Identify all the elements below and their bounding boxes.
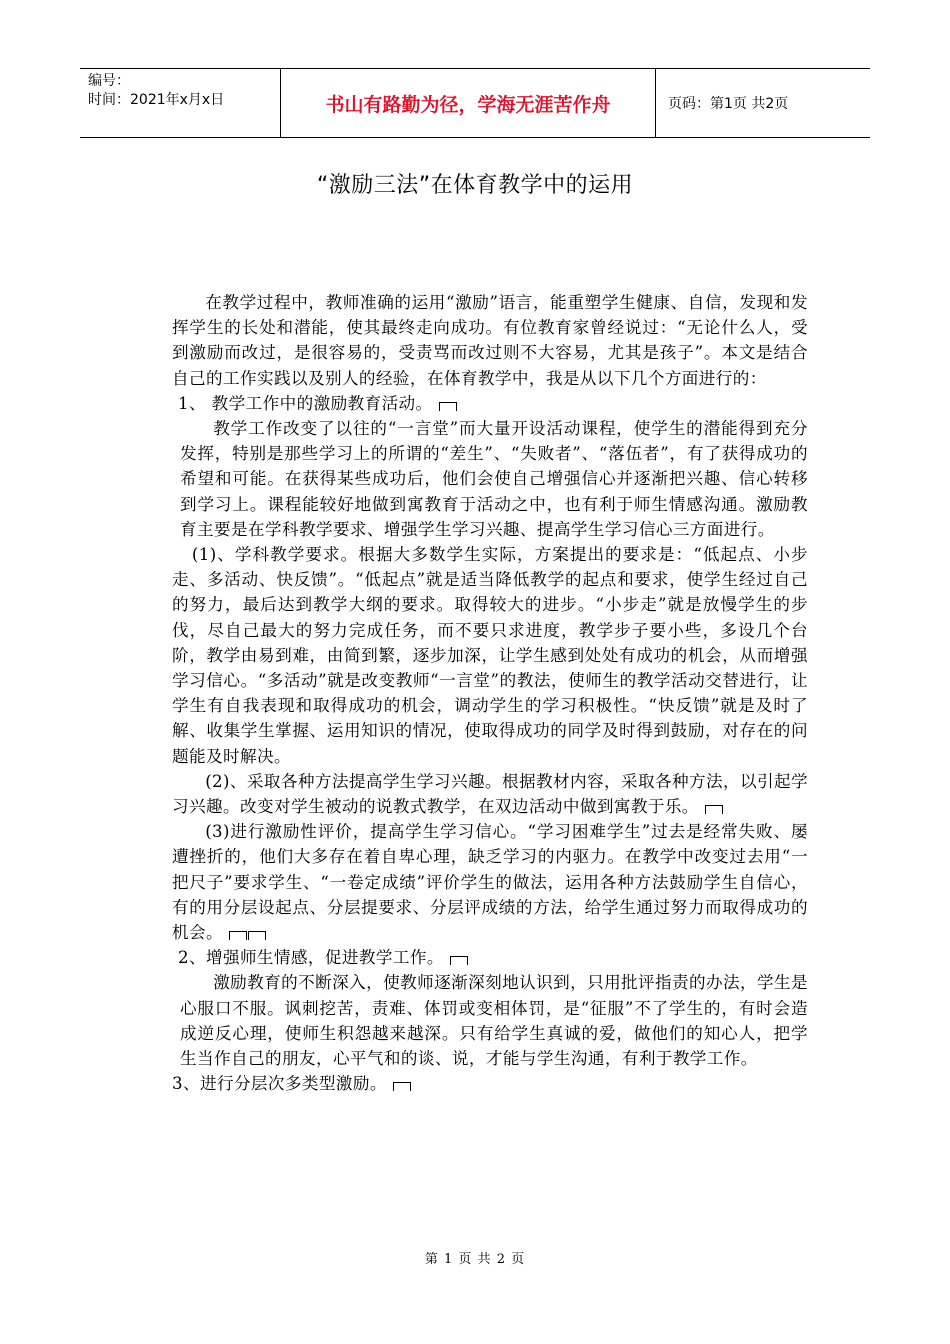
document-title: “激励三法”在体育教学中的运用 bbox=[316, 173, 634, 198]
header-motto: 书山有路勤为径，学海无涯苦作舟 bbox=[281, 69, 656, 137]
number-label: 编号： bbox=[88, 73, 130, 89]
return-mark-icon bbox=[393, 1082, 411, 1091]
return-mark-icon bbox=[439, 402, 457, 411]
subsection-3-paragraph: (3)进行激励性评价，提高学生学习信心。“学习困难学生”过去是经常失败、屡遭挫折的，他们大多存在着自卑心理，缺乏学习的内驱力。在教学中改变过去用“一把尺子”要求学生、“一卷定成绩”评价学生的做法，运用各种方法鼓励学生自信心，有的用分层设起点、分层提要求、分层评成绩的方法，给学生通过努力而取得成功的机会。 bbox=[172, 822, 808, 943]
page-footer: 第 1 页 共 2 页 bbox=[424, 1252, 526, 1267]
return-mark-icon bbox=[229, 931, 247, 940]
subsection-1-paragraph: (1)、学科教学要求。根据大多数学生实际，方案提出的要求是：“低起点、小步走、多活动、快反馈”。“低起点”就是适当降低教学的起点和要求，使学生经过自己的努力，最后达到教学大纲的要求。取得较大的进步。“小步走”就是放慢学生的步伐，尽自己最大的努力完成任务，而不要只求进度，教学步子要小些，多设几个台阶，教学由易到难，由简到繁，逐步加深，让学生感到处处有成功的机会，从而增强学习信心。“多活动”就是改变教师“一言堂”的教法，使师生的教学活动交替进行，让学生有自我表现和取得成功的机会，调动学生的学习积极性。“快反馈”就是及时了解、收集学生掌握、运用知识的情况，使取得成功的同学及时得到鼓励，对存在的问题能及时解决。 bbox=[172, 545, 808, 766]
document-header bbox=[80, 68, 870, 138]
header-page-info: 页码：第1页 共2页 bbox=[668, 96, 789, 112]
date-line: 时间：2021年x月x日 bbox=[88, 92, 225, 108]
intro-paragraph: 在教学过程中，教师准确的运用“激励”语言，能重塑学生健康、自信，发现和发挥学生的长处和潜能，使其最终走向成功。有位教育家曾经说过：“无论什么人，受到激励而改过，是很容易的，受责骂而改过则不大容易，尤其是孩子”。本文是结合自己的工作实践以及别人的经验，在体育教学中，我是从以下几个方面进行的： bbox=[172, 293, 808, 388]
section-1-paragraph: 教学工作改变了以往的“一言堂”而大量开设活动课程，使学生的潜能得到充分发挥，特别是那些学习上的所谓的“差生”、“失败者”、“落伍者”，有了获得成功的希望和可能。在获得某些成功后，他们会使自己增强信心并逐渐把兴趣、信心转移到学习上。课程能较好地做到寓教育于活动之中，也有利于师生情感沟通。激励教育主要是在学科教学要求、增强学生学习兴趣、提高学生学习信心三方面进行。 bbox=[180, 419, 808, 539]
subsection-2-paragraph: (2)、采取各种方法提高学生学习兴趣。根据教材内容，采取各种方法，以引起学习兴趣。改变对学生被动的说教式教学，在双边活动中做到寓教于乐。 bbox=[172, 771, 808, 817]
section-heading-3: 3、进行分层次多类型激励。 bbox=[172, 1071, 808, 1096]
section-2-paragraph: 激励教育的不断深入，使教师逐渐深刻地认识到，只用批评指责的办法，学生是心服口不服。讽刺挖苦，责难、体罚或变相体罚，是“征服”不了学生的，有时会造成逆反心理，使师生积怨越来越深。只有给学生真诚的爱，做他们的知心人，把学生当作自己的朋友，心平气和的谈、说，才能与学生沟通，有利于教学工作。 bbox=[180, 973, 808, 1069]
document-body bbox=[172, 290, 808, 1097]
return-mark-icon bbox=[450, 956, 468, 965]
section-heading-2: 2、增强师生情感，促进教学工作。 bbox=[172, 945, 808, 970]
return-mark-icon bbox=[705, 805, 723, 814]
section-heading-1: 1、 教学工作中的激励教育活动。 bbox=[172, 391, 808, 416]
header-meta bbox=[80, 69, 281, 137]
return-mark-icon bbox=[248, 931, 266, 940]
